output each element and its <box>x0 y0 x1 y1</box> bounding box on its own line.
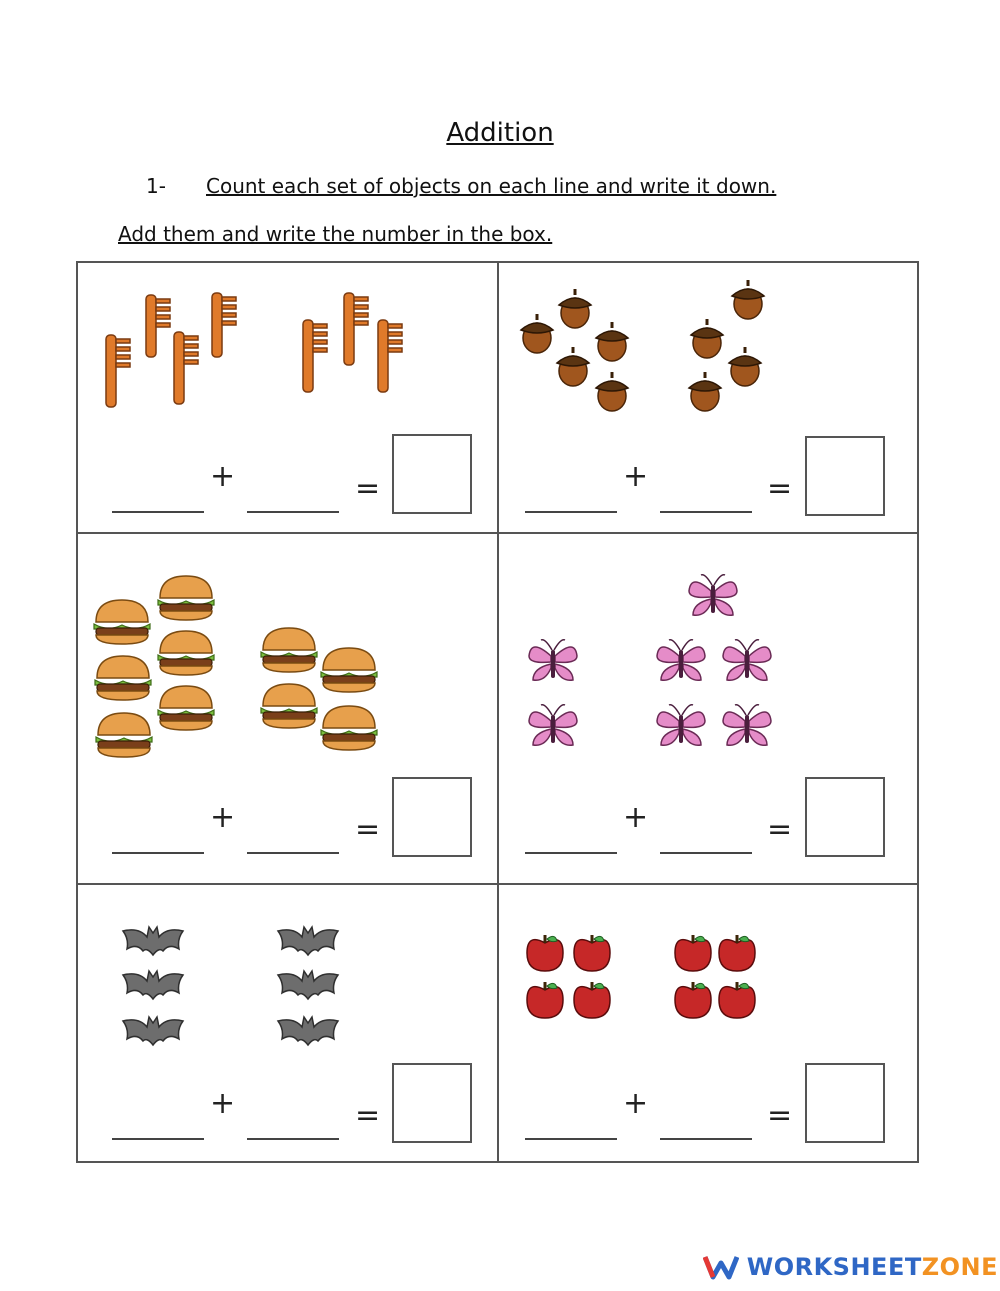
plus-sign: + <box>210 459 236 494</box>
plus-sign: + <box>210 800 236 835</box>
answer-blank-left[interactable] <box>112 511 204 513</box>
worksheetzone-logo-icon <box>703 1253 739 1281</box>
plus-sign: + <box>210 1086 236 1121</box>
comb-icon-group <box>100 290 420 415</box>
watermark-brand-accent: ZONE <box>921 1253 998 1281</box>
answer-blank-right[interactable] <box>247 852 339 854</box>
equals-sign: = <box>355 471 381 506</box>
grid-divider-vertical <box>497 261 499 1163</box>
instruction-line-1: Count each set of objects on each line and write it down. <box>206 174 777 198</box>
grid-divider-row-1 <box>76 532 919 534</box>
plus-sign: + <box>623 459 649 494</box>
answer-blank-left[interactable] <box>525 852 617 854</box>
answer-blank-right[interactable] <box>247 511 339 513</box>
equals-sign: = <box>355 1098 381 1133</box>
bat-icon-group <box>115 915 355 1065</box>
butterfly-icon-group <box>515 565 795 765</box>
answer-blank-right[interactable] <box>660 1138 752 1140</box>
answer-box[interactable] <box>805 436 885 516</box>
question-number: 1- <box>146 174 166 198</box>
instruction-line-2: Add them and write the number in the box. <box>118 222 553 246</box>
watermark-brand: WORKSHEET <box>746 1253 922 1281</box>
equals-sign: = <box>767 812 793 847</box>
answer-box[interactable] <box>392 1063 472 1143</box>
answer-blank-left[interactable] <box>525 511 617 513</box>
burger-icon-group <box>90 570 390 760</box>
answer-blank-right[interactable] <box>247 1138 339 1140</box>
equals-sign: = <box>355 812 381 847</box>
answer-blank-right[interactable] <box>660 852 752 854</box>
answer-box[interactable] <box>805 1063 885 1143</box>
grid-divider-row-2 <box>76 883 919 885</box>
apple-icon-group <box>525 925 765 1025</box>
answer-box[interactable] <box>392 777 472 857</box>
answer-box[interactable] <box>392 434 472 514</box>
answer-blank-left[interactable] <box>112 1138 204 1140</box>
page-title: Addition <box>446 118 554 148</box>
answer-blank-right[interactable] <box>660 511 752 513</box>
plus-sign: + <box>623 800 649 835</box>
acorn-icon-group <box>515 270 775 420</box>
answer-blank-left[interactable] <box>525 1138 617 1140</box>
answer-box[interactable] <box>805 777 885 857</box>
worksheetzone-watermark <box>703 1253 998 1281</box>
plus-sign: + <box>623 1086 649 1121</box>
equals-sign: = <box>767 471 793 506</box>
answer-blank-left[interactable] <box>112 852 204 854</box>
equals-sign: = <box>767 1098 793 1133</box>
